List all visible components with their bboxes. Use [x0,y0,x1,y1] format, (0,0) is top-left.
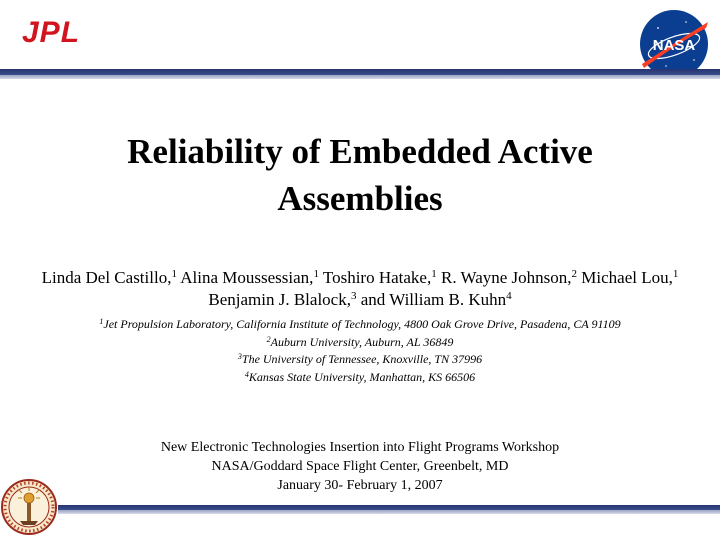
author-line-2 [10,289,710,311]
author-affil-mark: 1 [431,268,437,280]
author-affil-mark: 3 [350,290,357,302]
affil-text: The University of Tennessee, Knoxville, TN 37996 [241,352,483,366]
affil-mark: 3 [237,352,242,361]
jpl-logo: JPL [22,16,81,49]
author-name: Linda Del Castillo, [41,268,172,287]
author-affil-mark: 1 [672,268,679,280]
university-seal-icon [0,478,58,536]
workshop-location: NASA/Goddard Space Flight Center, Greenbelt, MD [211,459,509,474]
author-line-1 [10,267,710,289]
author-affil-mark: 1 [313,268,319,280]
title-line-2: Assemblies [277,179,443,218]
workshop-dates: January 30- February 1, 2007 [277,478,443,493]
affil-mark: 1 [99,317,104,326]
workshop-info [60,438,660,495]
affil-mark: 2 [266,334,271,344]
author-name: R. Wayne Johnson, [440,268,572,287]
affiliation-item [10,351,710,369]
author-name: and William B. Kuhn [360,290,507,309]
author-affil-mark: 1 [171,268,177,280]
slide-title [40,128,680,222]
affiliation-item [10,316,710,334]
affil-text: Auburn University, Auburn, AL 36849 [270,334,454,349]
footer-rule-shadow [58,510,720,514]
affil-text: Kansas State University, Manhattan, KS 66506 [248,369,476,384]
header-rule-shadow [0,75,720,79]
author-name: Benjamin J. Blalock, [208,290,351,309]
affiliation-item [10,334,710,352]
nasa-logo-text: NASA [652,37,696,54]
author-name: Michael Lou, [581,268,673,287]
affil-mark: 4 [244,369,249,379]
affil-text: Jet Propulsion Laboratory, California Institute of Technology, 4800 Oak Grove Drive, Pasadena, CA 91109 [103,317,621,331]
title-line-1: Reliability of Embedded Active [127,132,593,171]
author-list [10,267,710,311]
affiliation-list [10,316,710,386]
workshop-name: New Electronic Technologies Insertion into Flight Programs Workshop [160,440,560,455]
author-affil-mark: 2 [571,268,578,280]
author-affil-mark: 4 [506,290,512,302]
author-name: Alina Moussessian, [180,268,314,287]
author-name: Toshiro Hatake, [322,268,432,287]
affiliation-item [10,369,710,387]
